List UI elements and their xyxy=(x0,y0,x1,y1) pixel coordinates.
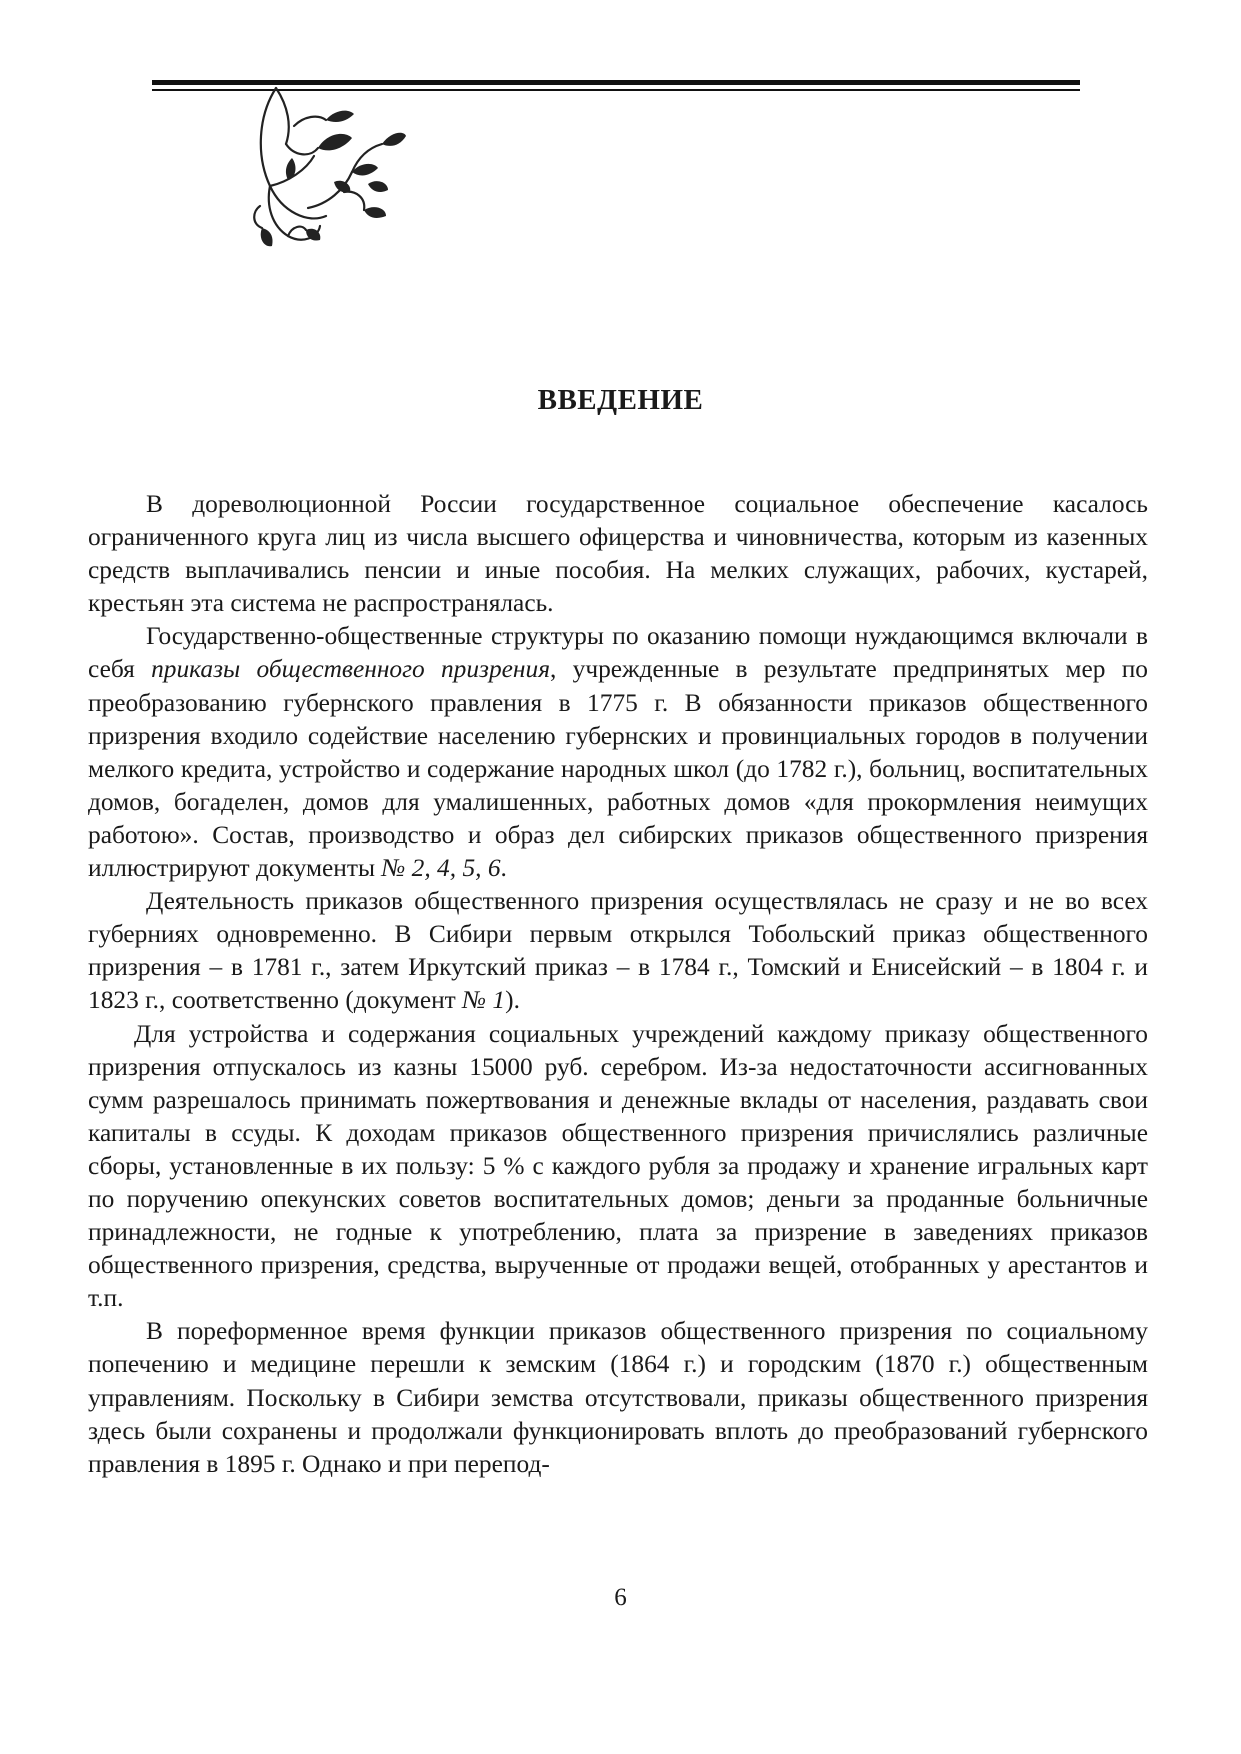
paragraph-3-text-b: ). xyxy=(505,986,520,1015)
paragraph-3-text-a: Деятельность приказов общественного призрения осуществлялась не сразу и не во всех губерниях одновременно. В Сибири первым открылся Тобольский приказ общественного призрения – в 1781 г., затем Иркутский приказ – в 1784 г., Томский и Енисейский – в 1804 г. и 1823 г., соответственно (документ xyxy=(88,887,1148,1015)
paragraph-2-italic-term: приказы общественного призрения xyxy=(151,655,551,684)
floral-corner-ornament-icon xyxy=(248,86,408,256)
page-title: ВВЕДЕНИЕ xyxy=(537,384,704,416)
paragraph-3-document-ref: № 1 xyxy=(462,986,506,1015)
paragraph-2-text-a: Государственно-общественные структуры по оказанию помощи нуждающимся включали в себя xyxy=(88,622,1148,684)
paragraph-3 xyxy=(88,885,1148,1017)
paragraph-2-text-b: , учрежденные в результате предпринятых мер по преобразованию губернского правления в 1775 г. В обязанности приказов общественного призрения входило содействие населению губернских и провинциальных городов в получении мелкого кредита, устройство и содержание народных школ (до 1782 г.), больниц, воспитательных домов, богаделен, домов для умалишенных, работных домов «для прокормления неимущих работою». Состав, производство и образ дел сибирских приказов общественного призрения иллюстрируют документы xyxy=(88,655,1148,883)
page-number: 6 xyxy=(614,1584,627,1611)
body-text xyxy=(88,488,1148,1481)
paragraph-5 xyxy=(88,1315,1148,1480)
paragraph-2-text-c: . xyxy=(500,854,507,883)
paragraph-2-document-refs: № 2, 4, 5, 6 xyxy=(381,854,501,883)
paragraph-5-text: В пореформенное время функции приказов общественного призрения по социальному попечению и медицине перешли к земским (1864 г.) и городским (1870 г.) общественным управлениям. Поскольку в Сибири земства отсутствовали, приказы общественного призрения здесь были сохранены и продолжали функционировать вплоть до преобразований губернского правления в 1895 г. Однако и при перепод- xyxy=(88,1317,1148,1478)
paragraph-2 xyxy=(88,620,1148,885)
header-rule-thick xyxy=(152,80,1080,85)
paragraph-1-text: В дореволюционной России государственное социальное обеспечение касалось ограниченного круга лиц из числа высшего офицерства и чиновничества, которым из казенных средств выплачивались пенсии и иные пособия. На мелких служащих, рабочих, кустарей, крестьян эта система не распространялась. xyxy=(88,490,1148,618)
paragraph-4-text: Для устройства и содержания социальных учреждений каждому приказу общественного призрения отпускалось из казны 15000 руб. серебром. Из-за недостаточности ассигнованных сумм разрешалось принимать пожертвования и денежные вклады от населения, раздавать свои капиталы в ссуды. К доходам приказов общественного призрения причислялись различные сборы, установленные в их пользу: 5 % с каждого рубля за продажу и хранение игральных карт по поручению опекунских советов воспитательных домов; деньги за проданные больничные принадлежности, не годные к употреблению, плата за призрение в заведениях приказов общественного призрения, средства, вырученные от продажи вещей, отобранных у арестантов и т.п. xyxy=(88,1019,1148,1313)
paragraph-1 xyxy=(88,488,1148,620)
paragraph-4 xyxy=(88,1018,1148,1316)
